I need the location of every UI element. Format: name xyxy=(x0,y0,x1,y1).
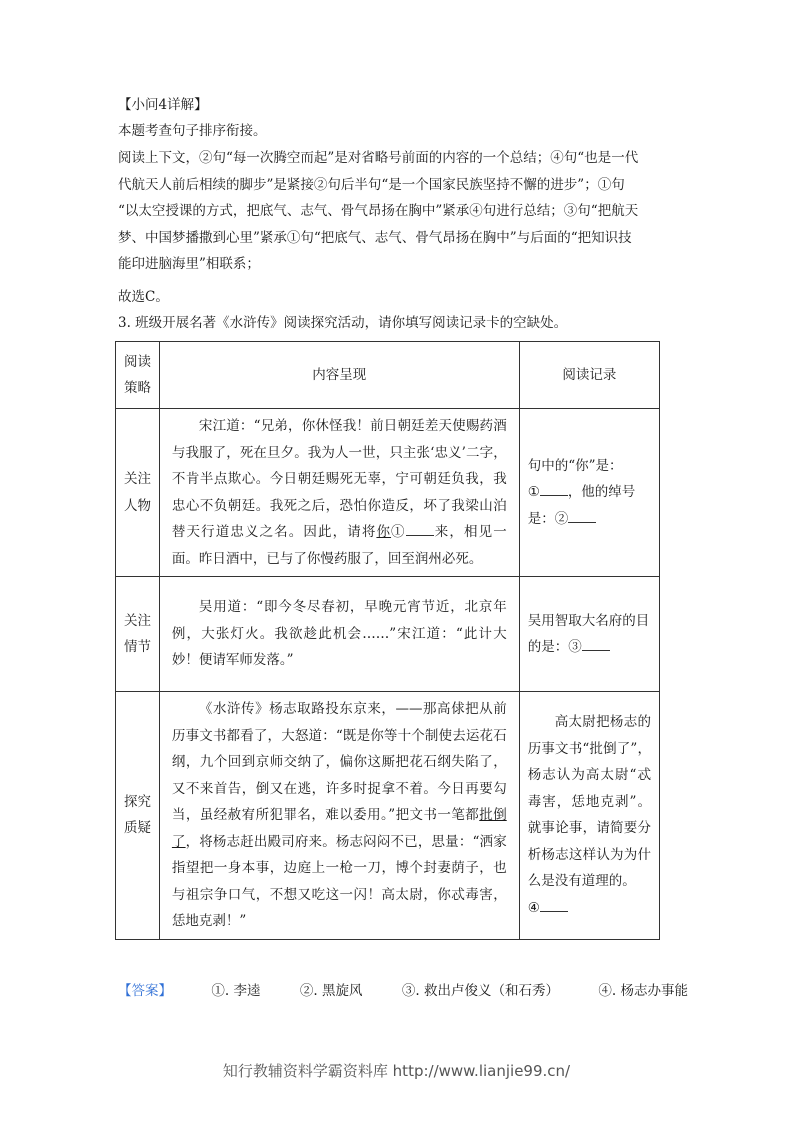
header-content: 内容呈现 xyxy=(159,342,519,409)
row2-content: 吴用道：“即今冬尽春初，早晚元宵节近，北京年例，大张灯火。我欲趁此机会……”宋江道：“此计大妙！便请军师发落。” xyxy=(159,577,519,692)
footer-watermark: 知行教辅资料学霸资料库 http://www.lianjie99.cn/ xyxy=(222,1062,571,1080)
row2-strategy: 关注情节 xyxy=(116,577,160,692)
answer-tag: 【答案】 xyxy=(118,983,172,999)
answer-blank xyxy=(540,895,568,912)
row2-record: 吴用智取大名府的目的是：③ xyxy=(519,577,659,692)
table-row xyxy=(116,409,660,577)
row1-strategy: 关注人物 xyxy=(116,409,160,577)
analysis-line: 代航天人前后相续的脚步”是紧接②句后半句“是一个国家民族坚持不懈的进步”；①句 xyxy=(118,176,625,193)
header-record: 阅读记录 xyxy=(519,342,659,409)
header-strategy: 阅读策略 xyxy=(116,342,160,409)
answer-line xyxy=(118,978,688,1004)
answer-item: ④. 杨志办事能 xyxy=(598,983,688,999)
answer-item: ③. 救出卢俊义（和石秀） xyxy=(401,983,559,999)
answer-blank xyxy=(582,634,610,651)
analysis-line: “以太空授课的方式，把底气、志气、骨气昂扬在胸中”紧承④句进行总结；③句“把航天 xyxy=(118,203,639,219)
row1-content: 宋江道：“兄弟，你休怪我！前日朝廷差天使赐药酒与我服了，死在旦夕。我为人一世，只主张‘忠义’二字，不肯半点欺心。今日朝廷赐死无辜，宁可朝廷负我，我忠心不负朝廷。我死之后，恐怕你造反，坏了我梁山泊替天行道忠义之名。因此，请将你① 来，相见一面。昨日酒中，已与了你慢药服了，回至润州必死。 xyxy=(159,409,519,577)
analysis-line: 阅读上下文，②句“每一次腾空而起”是对省略号前面的内容的一个总结；④句“也是一代 xyxy=(118,150,639,166)
analysis-paragraph xyxy=(118,145,678,278)
answer-blank xyxy=(568,506,596,523)
row3-content: 《水浒传》杨志取路投东京来，——那高俅把从前历事文书都看了，大怒道：“既是你等十个制使去运花石纲，九个回到京师交纳了，偏你这厮把花石纲失陷了，又不来首告，倒又在逃，许多时捉拿不着。今日再要勾当，虽经赦宥所犯罪名，难以委用。”把文书一笔都批倒了，将杨志赶出殿司府来。杨志闷闷不已，思量：“洒家指望把一身本事，边庭上一枪一刀，博个封妻荫子，也与祖宗争口气，不想又吃这一闪！高太尉，你忒毒害，恁地克剥！” xyxy=(159,692,519,940)
answer-item: ②. 黑旋风 xyxy=(299,983,363,999)
conclusion-text: 故选C。 xyxy=(118,289,169,305)
analysis-line: 梦、中国梦播撒到心里”紧承①句“把底气、志气、骨气昂扬在胸中”与后面的“把知识技 xyxy=(118,229,632,246)
row3-record: 高太尉把杨志的历事文书“批倒了”，杨志认为高太尉“忒毒害，恁地克剥”。就事论事，请简要分析杨志这样认为为什么是没有道理的。 ④ xyxy=(519,692,659,940)
underlined-pidaole: 批倒了 xyxy=(171,807,507,850)
answer-blank xyxy=(406,519,434,536)
reading-record-table xyxy=(115,341,660,940)
row3-strategy: 探究质疑 xyxy=(116,692,160,940)
intro-text: 本题考查句子排序衔接。 xyxy=(118,123,267,139)
table-row xyxy=(116,692,660,940)
table-header-row xyxy=(116,342,660,409)
question-3: 3. 班级开展名著《水浒传》阅读探究活动，请你填写阅读记录卡的空缺处。 xyxy=(118,315,568,331)
underlined-you: 你 xyxy=(376,524,392,540)
answer-item: ①. 李逵 xyxy=(211,983,261,999)
detail-heading: 【小问4详解】 xyxy=(118,97,208,113)
row1-record: 句中的“你”是： ① ，他的绰号是：② xyxy=(519,409,659,577)
table-row xyxy=(116,577,660,692)
analysis-line: 能印进脑海里”相联系； xyxy=(118,256,260,272)
answer-blank xyxy=(540,479,568,496)
